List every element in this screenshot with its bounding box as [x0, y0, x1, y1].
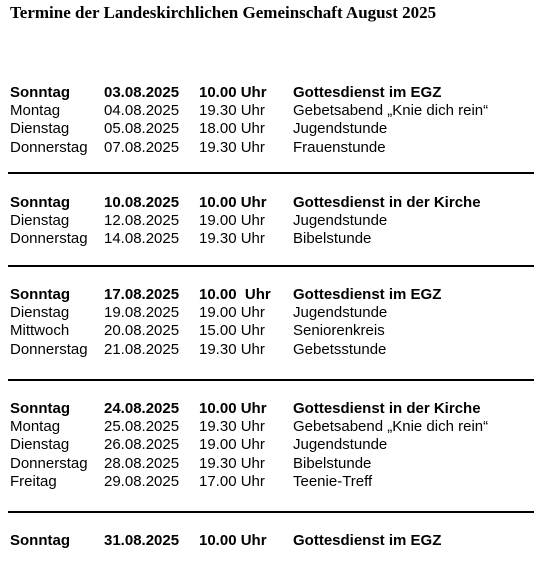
event-cell: Gottesdienst im EGZ [293, 532, 442, 549]
date-cell: 26.08.2025 [104, 436, 180, 454]
time-cell: 19.00 Uhr [199, 212, 265, 230]
week-divider [8, 265, 534, 267]
event-cell: Jugendstunde [293, 212, 388, 230]
day-cell: Montag [10, 102, 61, 120]
week-block-1 [0, 84, 535, 157]
time-cell: 19.00 Uhr [199, 304, 265, 322]
date-cell: 28.08.2025 [104, 454, 180, 472]
event-cell: Teenie-Treff [293, 472, 373, 490]
day-cell: Donnerstag [10, 230, 88, 248]
date-cell: 31.08.2025 [104, 532, 180, 549]
day-cell: Sonntag [10, 532, 70, 549]
schedule-row [0, 322, 535, 340]
event-cell: Gottesdienst im EGZ [293, 286, 442, 303]
day-cell: Dienstag [10, 120, 70, 138]
schedule-row [0, 120, 535, 138]
event-cell: Gebetsabend „Knie dich rein“ [293, 418, 489, 436]
time-cell: 19.30 Uhr [199, 138, 265, 156]
day-cell: Donnerstag [10, 340, 88, 358]
date-cell: 17.08.2025 [104, 286, 180, 303]
date-cell: 20.08.2025 [104, 322, 180, 340]
day-cell: Mittwoch [10, 322, 70, 340]
time-cell: 18.00 Uhr [199, 120, 265, 138]
time-cell: 19.00 Uhr [199, 436, 265, 454]
date-cell: 12.08.2025 [104, 212, 180, 230]
time-cell: 19.30 Uhr [199, 418, 265, 436]
event-cell: Jugendstunde [293, 120, 388, 138]
schedule-row [0, 473, 535, 491]
schedule-row-sunday [0, 532, 535, 550]
date-cell: 19.08.2025 [104, 304, 180, 322]
date-cell: 25.08.2025 [104, 418, 180, 436]
time-cell: 10.00 Uhr [199, 286, 271, 303]
event-cell: Jugendstunde [293, 436, 388, 454]
week-divider [8, 379, 534, 381]
day-cell: Montag [10, 418, 61, 436]
date-cell: 14.08.2025 [104, 230, 180, 248]
time-cell: 17.00 Uhr [199, 472, 265, 490]
day-cell: Sonntag [10, 194, 70, 211]
day-cell: Sonntag [10, 84, 70, 101]
day-cell: Sonntag [10, 286, 70, 303]
day-cell: Donnerstag [10, 454, 88, 472]
day-cell: Freitag [10, 472, 57, 490]
day-cell: Dienstag [10, 212, 70, 230]
date-cell: 24.08.2025 [104, 400, 180, 417]
date-cell: 03.08.2025 [104, 84, 180, 101]
schedule-row [0, 455, 535, 473]
date-cell: 07.08.2025 [104, 138, 180, 156]
document-title: Termine der Landeskirchlichen Gemeinschaft August 2025 [10, 3, 437, 22]
date-cell: 10.08.2025 [104, 194, 180, 211]
date-cell: 29.08.2025 [104, 472, 180, 490]
time-cell: 10.00 Uhr [199, 84, 267, 101]
schedule-row-sunday [0, 194, 535, 212]
week-block-2 [0, 194, 535, 249]
schedule-row-sunday [0, 84, 535, 102]
day-cell: Sonntag [10, 400, 70, 417]
day-cell: Dienstag [10, 436, 70, 454]
schedule-row-sunday [0, 286, 535, 304]
schedule-row-sunday [0, 400, 535, 418]
event-cell: Bibelstunde [293, 230, 372, 248]
event-cell: Gottesdienst im EGZ [293, 84, 442, 101]
time-cell: 19.30 Uhr [199, 454, 265, 472]
week-block-3 [0, 286, 535, 359]
event-cell: Gottesdienst in der Kirche [293, 400, 481, 417]
schedule-row [0, 139, 535, 157]
schedule-row [0, 212, 535, 230]
event-cell: Frauenstunde [293, 138, 386, 156]
time-cell: 10.00 Uhr [199, 194, 267, 211]
schedule-row [0, 418, 535, 436]
event-cell: Jugendstunde [293, 304, 388, 322]
schedule-row [0, 102, 535, 120]
time-cell: 10.00 Uhr [199, 532, 267, 549]
event-cell: Gottesdienst in der Kirche [293, 194, 481, 211]
schedule-row [0, 304, 535, 322]
schedule-row [0, 230, 535, 248]
event-cell: Gebetsstunde [293, 340, 387, 358]
week-divider [8, 172, 534, 174]
date-cell: 04.08.2025 [104, 102, 180, 120]
date-cell: 21.08.2025 [104, 340, 180, 358]
schedule-row [0, 436, 535, 454]
day-cell: Donnerstag [10, 138, 88, 156]
week-block-4 [0, 400, 535, 491]
event-cell: Bibelstunde [293, 454, 372, 472]
day-cell: Dienstag [10, 304, 70, 322]
date-cell: 05.08.2025 [104, 120, 180, 138]
schedule-row [0, 341, 535, 359]
time-cell: 19.30 Uhr [199, 230, 265, 248]
time-cell: 10.00 Uhr [199, 400, 267, 417]
week-block-5 [0, 532, 535, 550]
time-cell: 19.30 Uhr [199, 340, 265, 358]
time-cell: 19.30 Uhr [199, 102, 265, 120]
time-cell: 15.00 Uhr [199, 322, 265, 340]
event-cell: Gebetsabend „Knie dich rein“ [293, 102, 489, 120]
week-divider [8, 511, 534, 513]
event-cell: Seniorenkreis [293, 322, 385, 340]
